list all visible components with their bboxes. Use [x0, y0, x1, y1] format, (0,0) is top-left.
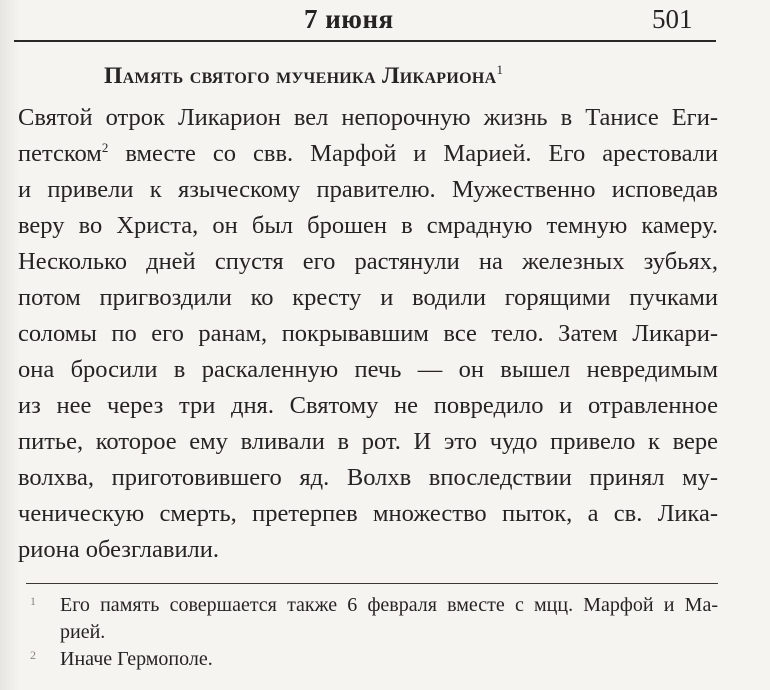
footnote-1: 1 Его память совершается также 6 февраля вместе с мцц. Марфой и Ма-	[26, 592, 718, 619]
body-line: Святой отрок Ликарион вел непорочную жизнь в Танисе Еги-	[18, 104, 718, 131]
footnote-ref: 2	[101, 140, 109, 155]
body-line: и привели к языческому правителю. Мужественно исповедав	[18, 176, 718, 203]
article-body	[18, 100, 718, 568]
header-rule	[14, 40, 716, 42]
footnotes	[26, 592, 718, 673]
body-line: из нее через три дня. Святому не повредило и отравленное	[18, 392, 718, 419]
footnote-rule	[26, 583, 718, 584]
footnote-mark: 2	[30, 648, 36, 662]
body-line: питье, которое ему вливали в рот. И это чудо привело к вере	[18, 428, 718, 455]
footnote-mark: 1	[30, 594, 36, 608]
body-line: потом пригвоздили ко кресту и водили горящими пучками	[18, 284, 718, 311]
article-title-text: Память святого мученика Ликариона	[104, 63, 497, 89]
body-line: риона обезглавили.	[18, 536, 220, 563]
body-line: Несколько дней спустя его растянули на железных зубьях,	[18, 248, 718, 275]
body-line: соломы по его ранам, покрывавшим все тело. Затем Ликари-	[18, 320, 718, 347]
article-title	[104, 62, 503, 90]
body-line: она бросили в раскаленную печь — он вышел невредимым	[18, 356, 718, 383]
running-title: 7 июня	[304, 4, 394, 34]
page-gutter-shadow	[0, 0, 20, 690]
page-header	[0, 0, 770, 44]
footnote-1-continued: рией.	[60, 621, 106, 643]
title-footnote-ref: 1	[496, 62, 504, 77]
body-line: ченическую смерть, претерпев множество пыток, а св. Лика-	[18, 500, 718, 527]
body-line: волхва, приготовившего яд. Волхв впоследствии принял му-	[18, 464, 718, 491]
body-line: петском$^2$ вместе со свв. Марфой и Марией. Его арестовали	[18, 140, 718, 167]
body-line: веру во Христа, он был брошен в смрадную темную камеру.	[18, 212, 718, 239]
footnote-2: 2 Иначе Гермополе.	[26, 646, 718, 673]
page-number: 501	[652, 4, 693, 34]
